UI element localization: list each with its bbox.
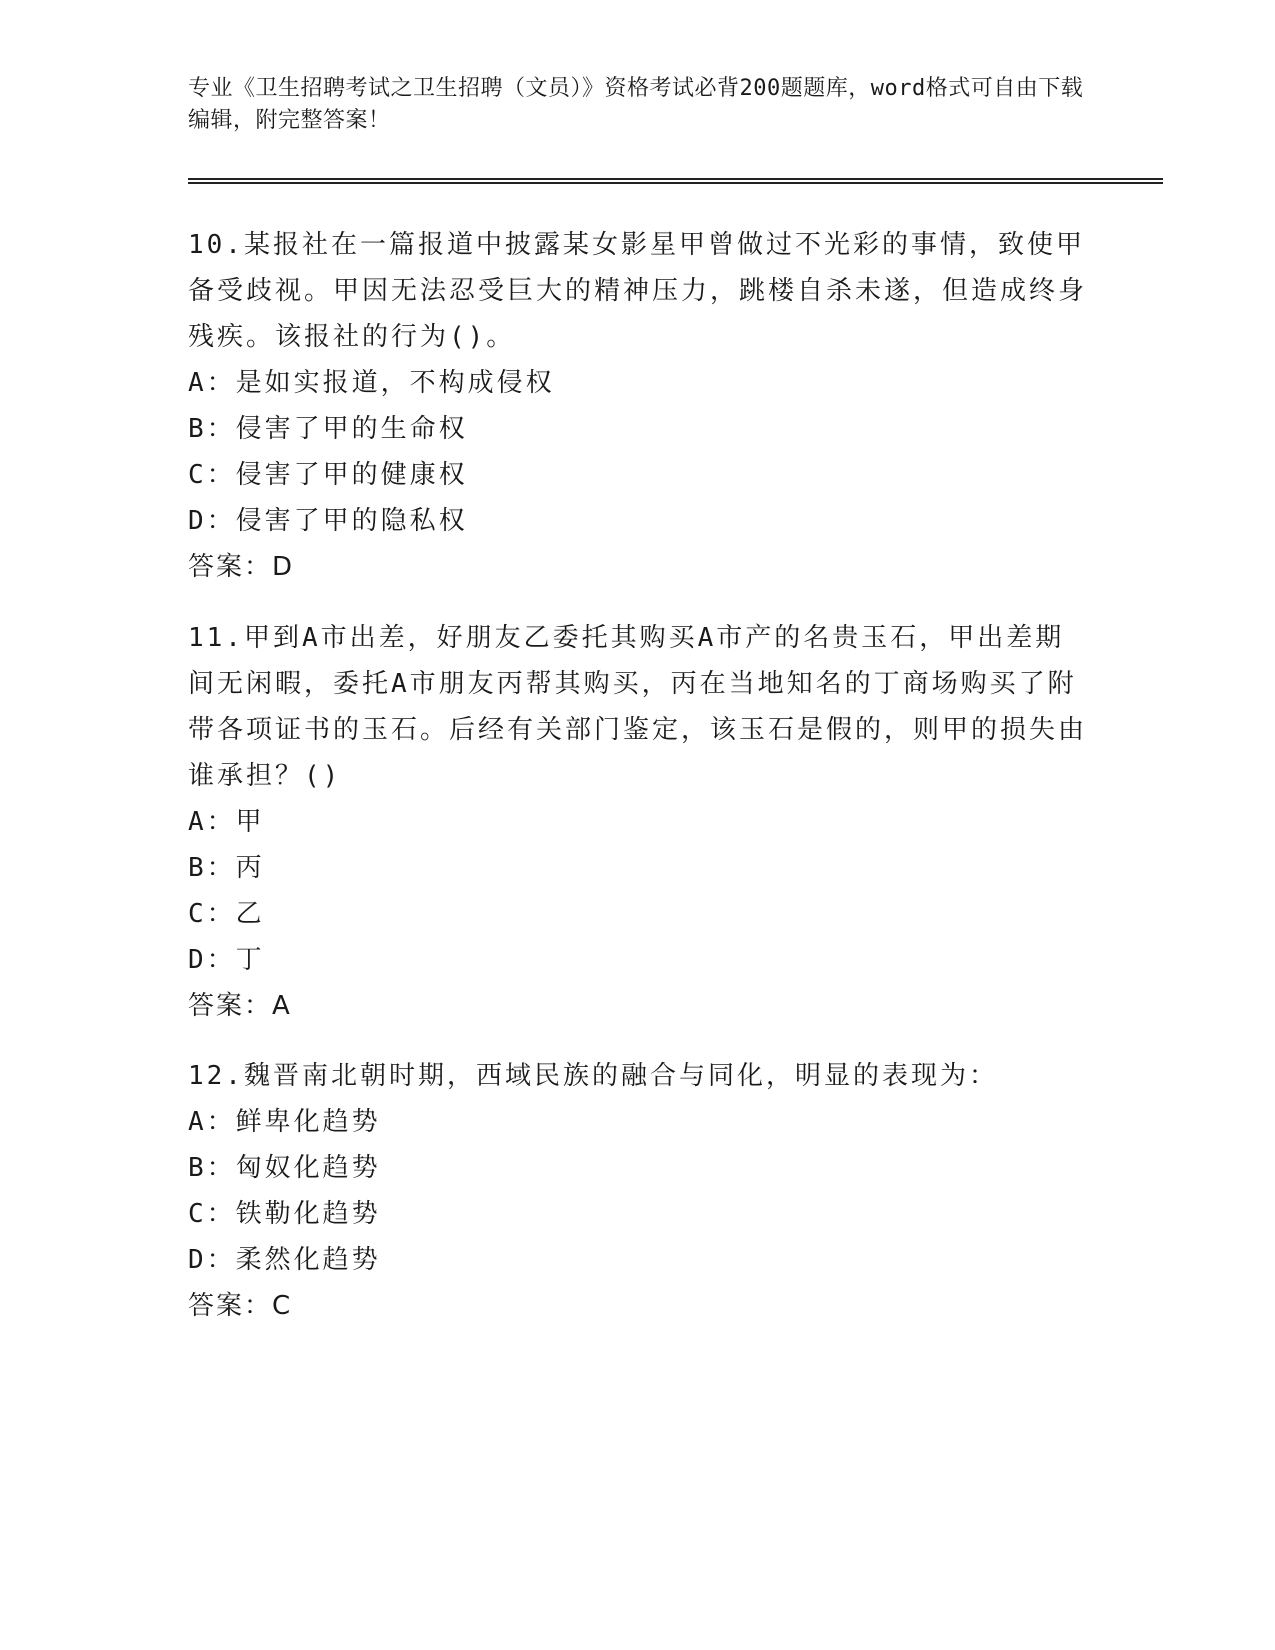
option-d: D：侵害了甲的隐私权: [188, 506, 468, 536]
option-c: C：侵害了甲的健康权: [188, 460, 468, 490]
header-divider: [188, 178, 1163, 184]
option-a: A：鲜卑化趋势: [188, 1107, 381, 1137]
question-stem: 11.甲到A市出差，好朋友乙委托其购买A市产的名贵玉石，甲出差期间无闲暇，委托A市朋友丙帮其购买，丙在当地知名的丁商场购买了附带各项证书的玉石。后经有关部门鉴定，该玉石是假的，则甲的损失由谁承担？(): [188, 623, 1088, 791]
answer-line: 答案：A: [188, 991, 292, 1021]
answer-line: 答案：D: [188, 552, 295, 582]
question-stem: 10.某报社在一篇报道中披露某女影星甲曾做过不光彩的事情，致使甲备受歧视。甲因无法忍受巨大的精神压力，跳楼自杀未遂，但造成终身残疾。该报社的行为()。: [188, 230, 1088, 352]
question-stem: 12.魏晋南北朝时期，西域民族的融合与同化，明显的表现为：: [188, 1061, 998, 1091]
question-11: [188, 615, 1088, 1029]
option-c: C：铁勒化趋势: [188, 1199, 381, 1229]
option-b: B：侵害了甲的生命权: [188, 414, 468, 444]
option-a: A：甲: [188, 807, 265, 837]
question-12: [188, 1053, 1088, 1329]
question-10: [188, 222, 1088, 590]
option-b: B：丙: [188, 853, 265, 883]
option-b: B：匈奴化趋势: [188, 1153, 381, 1183]
option-d: D：柔然化趋势: [188, 1245, 381, 1275]
answer-line: 答案：C: [188, 1291, 293, 1321]
option-c: C：乙: [188, 899, 265, 929]
option-d: D：丁: [188, 945, 265, 975]
document-header: 专业《卫生招聘考试之卫生招聘（文员）》资格考试必背200题题库，word格式可自由下载编辑，附完整答案！: [188, 76, 1084, 133]
option-a: A：是如实报道，不构成侵权: [188, 368, 555, 398]
